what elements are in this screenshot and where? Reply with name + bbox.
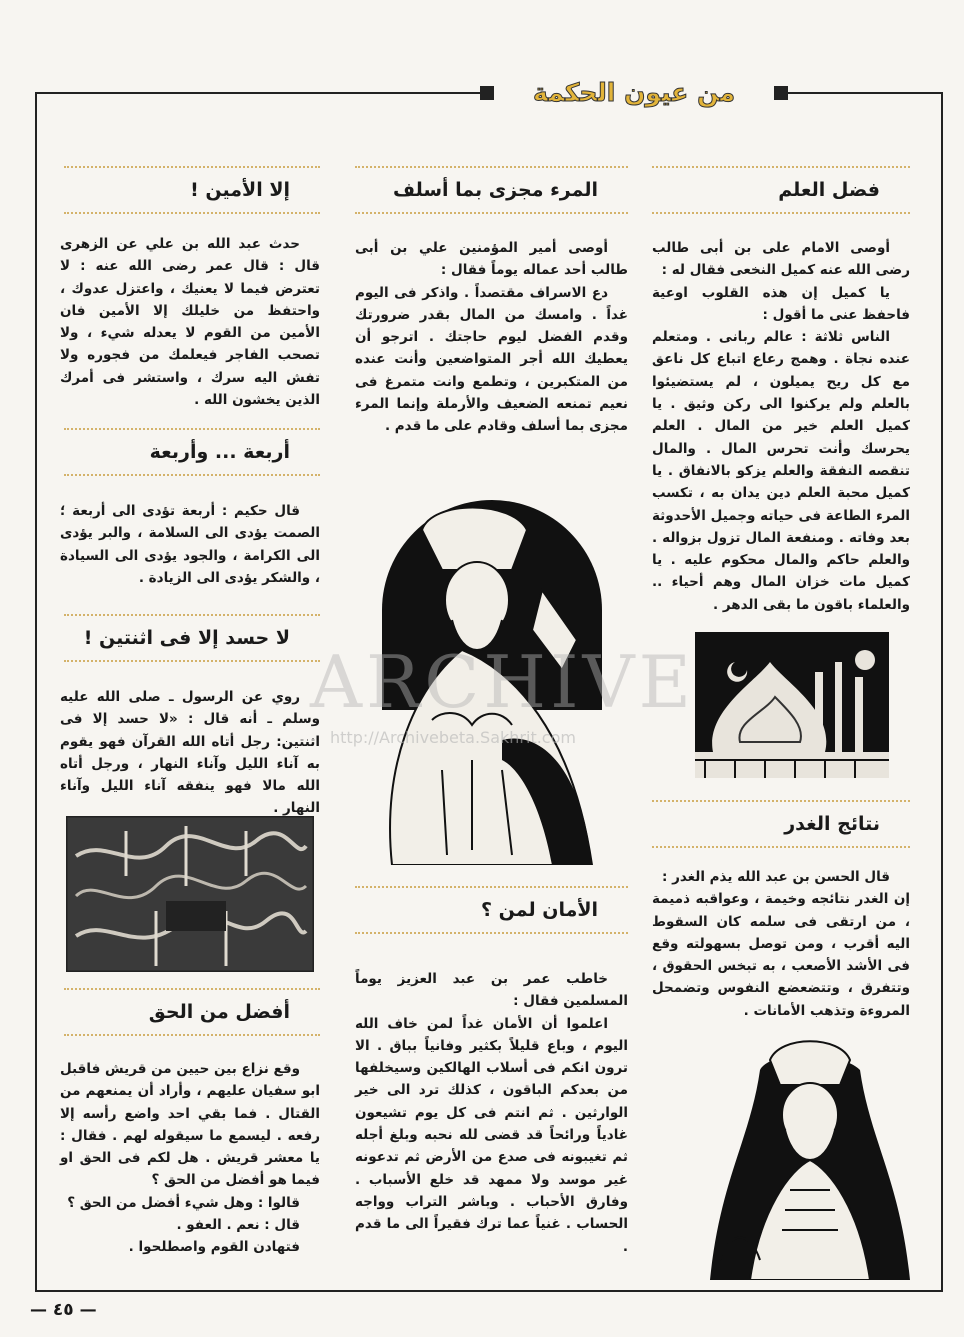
section-body-nataij-ghadr [652,866,910,1022]
page-number: — ٤٥ — [30,1300,97,1320]
paragraph: قال الحسن بن عبد الله يذم الغدر : [661,869,890,885]
section-body-la-hasad [60,686,320,820]
paragraph: فتهادن القوم واصطلحوا . [128,1239,300,1256]
section-title-afdal-haqq: أفضل من الحق [64,988,320,1036]
section-body-alaman [355,968,628,1258]
paragraph: قال : نعم . العفو . [176,1217,300,1234]
section-title-nataij-ghadr: نتائج الغدر [652,800,910,848]
section-body-almar-mujza [355,237,628,438]
paragraph: روي عن الرسول ـ صلى الله عليه وسلم ـ أنه قال : «لا حسد إلا فى اثنتين: رجل أتاه الله القرآن فهو يقوم به آناء الليل وآناء النهار ، ورجل أتاه الله مالا فهو ينفقه آناء الليل وآناء النهار . [60,689,320,817]
section-body-arbaa [60,500,320,589]
archive-watermark-url: http://Archivebeta.Sakhrit.com [330,728,576,747]
section-title-illa-alamin: إلا الأمين ! [64,166,320,214]
paragraph: أوصى أمير المؤمنين علي بن أبى طالب أحد عماله يوماً فقال : [355,240,628,279]
paragraph: إن الغدر نتائجه وخيمة ، وعواقبه ذميمة ، من ارتقى فى سلمه كان السقوط اليه أقرب ، ومن توصل بسهولته وقع فى الأشد الأصعب ، به تبخس الحقوق ، وتتفرق ، وتتضعضع النفوس وتضمحل المروءة وتذهب الأمانات . [652,891,910,1019]
paragraph: خاطب عمر بن عبد العزيز يوماً المسلمين فقال : [355,971,628,1010]
header-title: من عيون الحكمة [532,78,736,107]
mosque-illustration [695,632,889,778]
paragraph: دع الاسراف مقتصداً . واذكر فى اليوم غداً . وامسك من المال بقدر ضرورتك وقدم الفضل ليوم حاجتك . اترجو أن يعطيك الله أجر المتواضعين وأنت عنده من المتكبرين ، وتطمع وانت متمرغ فى نعيم تمنعه الضعيف والأرملة وإنما المرء مجزى بما أسلف وقادم على ما قدم . [355,284,628,435]
archive-watermark: ARCHIVE [310,640,696,724]
calligraphy-photo [66,816,314,972]
banner-square-right [774,86,788,100]
paragraph: الناس ثلاثة : عالم ربانى . ومتعلم عنده نجاة . وهمج رعاع اتباع كل ناعق مع كل ريح يميلون ، لم يستضيئوا بالعلم ولم يركنوا الى ركن وثيق . يا كميل العلم خير من المال . العلم يحرسك وأنت تحرس المال . والمال تنقصه النفقة والعلم يزكو بالانفاق . يا كميل محبة العلم دين يدان به ، تكسب المرء الطاعة فى حياته وجميل الأحدوثة بعد وفاته . ومنفعة المال تزول بزواله . والعلم حاكم والمال محكوم عليه . يا كميل مات خزان المال وهم أحياء .. والعلماء باقون ما بقى الدهر . [652,329,910,613]
banner-square-left [480,86,494,100]
paragraph: وقع نزاع بين حيين من قريش فاقبل ابو سفيان عليهم ، وأراد أن يمنعهم من القتال . فما بقي احد واضع رأسه إلا رفعه . ليسمع ما سيقوله لهم . فقال : يا معشر قريش . هل لكم فى الحق او فيما هو أفضل من الحق ؟ [60,1061,320,1189]
sultan-illustration [690,1030,930,1280]
header-banner [480,78,788,108]
section-title-alaman: الأمان لمن ؟ [355,886,628,934]
paragraph: يا كميل إن هذه القلوب اوعية فاحفظ عنى ما أقول : [652,284,910,323]
paragraph: أوصى الامام على بن أبى طالب رضى الله عنه كميل النخعى فقال له : [652,240,910,279]
section-title-arbaa: أربعة ... وأربعة [64,428,320,476]
paragraph: قالوا : وهل شيء أفضل من الحق ؟ [67,1194,300,1211]
section-body-fadl-ilm [652,237,910,616]
section-body-afdal-haqq [60,1058,320,1259]
section-title-la-hasad: لا حسد إلا فى اثنتين ! [64,614,320,662]
paragraph: قال حكيم : أربعة تؤدى الى أربعة ؛ الصمت يؤدى الى السلامة ، والبر يؤدى الى الكرامة ، والجود يؤدى الى السيادة ، والشكر يؤدى الى الزيادة . [60,503,320,586]
section-body-illa-alamin [60,233,320,411]
section-title-almar-mujza: المرء مجزى بما أسلف [355,166,628,214]
paragraph: حدث عبد الله بن علي عن الزهرى قال : قال عمر رضى الله عنه : لا تعترض فيما لا يعنيك ، واعتزل عدوك ، واحتفظ من خليلك إلا الأمين فان الأمين من القوم لا يعدله شيء ، ولا تصحب الفاجر فيعلمك من فجوره ولا تفش اليه سرك ، واستشر فى أمرك الذين يخشون الله . [60,236,320,409]
section-title-fadl-ilm: فضل العلم [652,166,910,214]
paragraph: اعلموا أن الأمان غداً لمن خاف الله اليوم ، وباع قليلاً بكثير وفانياً بباق . الا ترون انكم فى أسلاب الهالكين وسيخلفها من بعدكم الباقون ، كذلك ترد الى خير الوارثين . ثم انتم فى كل يوم تشيعون غادياً ورائحاً قد قضى لله نحبه وبلغ أجله ثم تغيبونه فى صدع من الأرض ثم تدعونه غير موسد ولا ممهد قد خلع الأسباب . وفارق الأحباب . وباشر التراب وواجه الحساب . غنياً عما ترك فقيراً الى ما قدم . [355,1015,628,1255]
